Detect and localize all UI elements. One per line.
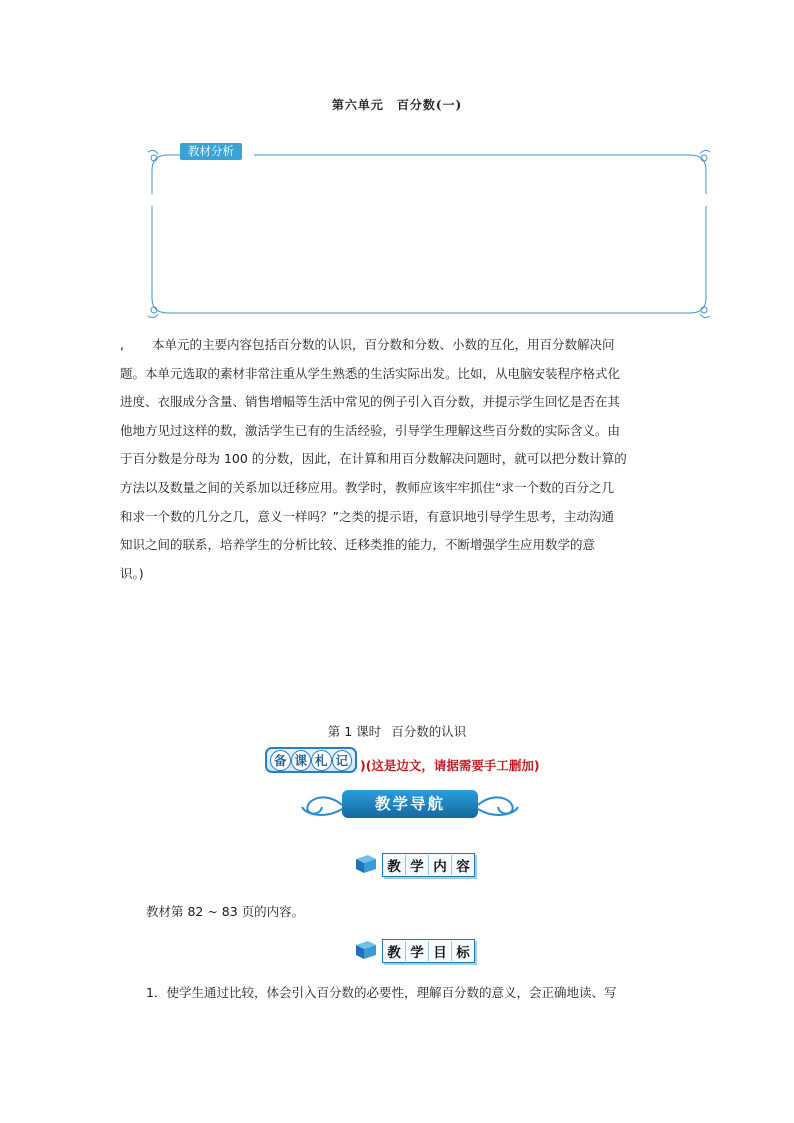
paragraph-line: 和求一个数的几分之几，意义一样吗？”之类的提示语，有意识地引导学生思考，主动沟通 xyxy=(120,508,614,524)
teaching-content-heading: 教 学 内 容 xyxy=(382,853,475,877)
cube-icon xyxy=(352,851,380,875)
cube-icon xyxy=(352,937,380,961)
paragraph-line: 于百分数是分母为 100 的分数，因此，在计算和用百分数解决问题时，就可以把分数计算的 xyxy=(120,451,627,467)
paragraph-line: 知识之间的联系，培养学生的分析比较、迁移类推的能力，不断增强学生应用数学的意 xyxy=(120,537,596,553)
lesson-name: 百分数的认识 xyxy=(391,724,467,739)
teaching-content-text: 教材第 82 ~ 83 页的内容。 xyxy=(146,904,305,919)
lesson-notes-badge: 备 课 札 记 xyxy=(265,747,357,773)
paragraph-line: , 本单元的主要内容包括百分数的认识，百分数和分数、小数的互化，用百分数解决问 xyxy=(120,337,615,352)
analysis-tag: 教材分析 xyxy=(180,143,242,160)
unit-analysis-paragraph xyxy=(120,331,676,588)
paragraph-line: 他地方见过这样的数，激活学生已有的生活经验，引导学生理解这些百分数的实际含义。由 xyxy=(120,422,621,438)
teaching-goal-item: 1．使学生通过比较，体会引入百分数的必要性，理解百分数的意义，会正确地读、写 xyxy=(146,985,617,1000)
unit-title: 第六单元 百分数(一) xyxy=(331,98,463,112)
analysis-frame xyxy=(146,146,712,322)
lesson-title xyxy=(0,722,794,740)
teaching-goal-heading: 教 学 目 标 xyxy=(382,939,475,963)
paragraph-line: 方法以及数量之间的关系加以迁移应用。教学时，教师应该牢牢抓住“求一个数的百分之几 xyxy=(120,479,614,495)
paragraph-line: 题。本单元选取的素材非常注重从学生熟悉的生活实际出发。比如，从电脑安装程序格式化 xyxy=(120,365,621,381)
paragraph-line: 进度、衣服成分含量、销售增幅等生活中常见的例子引入百分数，并提示学生回忆是否在其 xyxy=(120,394,621,410)
margin-note: )(这是边文，请据需要手工删加) xyxy=(360,758,540,773)
paragraph-lead-mark: , xyxy=(120,337,124,352)
teaching-nav-banner: 教学导航 xyxy=(342,790,478,818)
paragraph-line: 识。) xyxy=(120,565,144,581)
lesson-number: 第 1 课时 xyxy=(327,724,382,739)
